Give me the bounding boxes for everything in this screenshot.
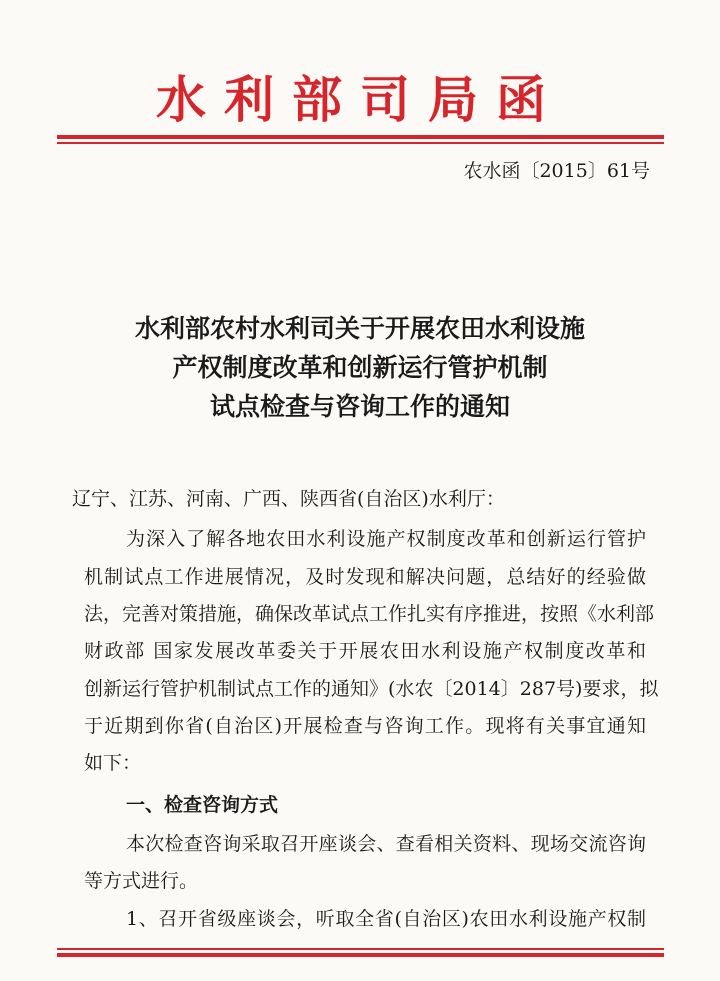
title-line-1: 水利部农村水利司关于开展农田水利设施 <box>134 314 585 343</box>
salutation: 辽宁、江苏、河南、广西、陕西省(自治区)水利厅： <box>72 488 505 510</box>
body-line-1: 为深入了解各地农田水利设施产权制度改革和创新运行管护 <box>126 528 646 550</box>
body-line-4: 财政部 国家发展改革委关于开展农田水利设施产权制度改革和 <box>84 640 646 662</box>
title-line-3: 试点检查与咨询工作的通知 <box>209 392 510 421</box>
body-line-7: 如下： <box>84 752 142 774</box>
body-line-2: 机制试点工作进展情况，及时发现和解决问题，总结好的经验做 <box>84 566 646 588</box>
letterhead-rule-thick <box>57 135 664 139</box>
section-1-line-1: 本次检查咨询采取召开座谈会、查看相关资料、现场交流咨询 <box>126 833 646 855</box>
letterhead-title: 水利部司局函 <box>156 70 564 129</box>
body-line-3: 法，完善对策措施，确保改革试点工作扎实有序推进，按照《水利部 <box>84 603 655 625</box>
title-line-2: 产权制度改革和创新运行管护机制 <box>172 353 548 382</box>
footer-rule-thin <box>57 948 664 950</box>
body-line-5: 创新运行管护机制试点工作的通知》(水农〔2014〕287号)要求，拟 <box>84 678 659 700</box>
section-1-line-3: 1、召开省级座谈会，听取全省(自治区)农田水利设施产权制 <box>126 908 646 930</box>
footer-rule-thick <box>57 953 664 957</box>
section-1-heading: 一、检查咨询方式 <box>126 794 279 816</box>
section-1-line-2: 等方式进行。 <box>84 870 199 892</box>
document-number: 农水函〔2015〕61号 <box>463 160 650 182</box>
letterhead-rule-thin <box>57 142 664 144</box>
body-line-6: 于近期到你省(自治区)开展检查与咨询工作。现将有关事宜通知 <box>84 715 646 737</box>
